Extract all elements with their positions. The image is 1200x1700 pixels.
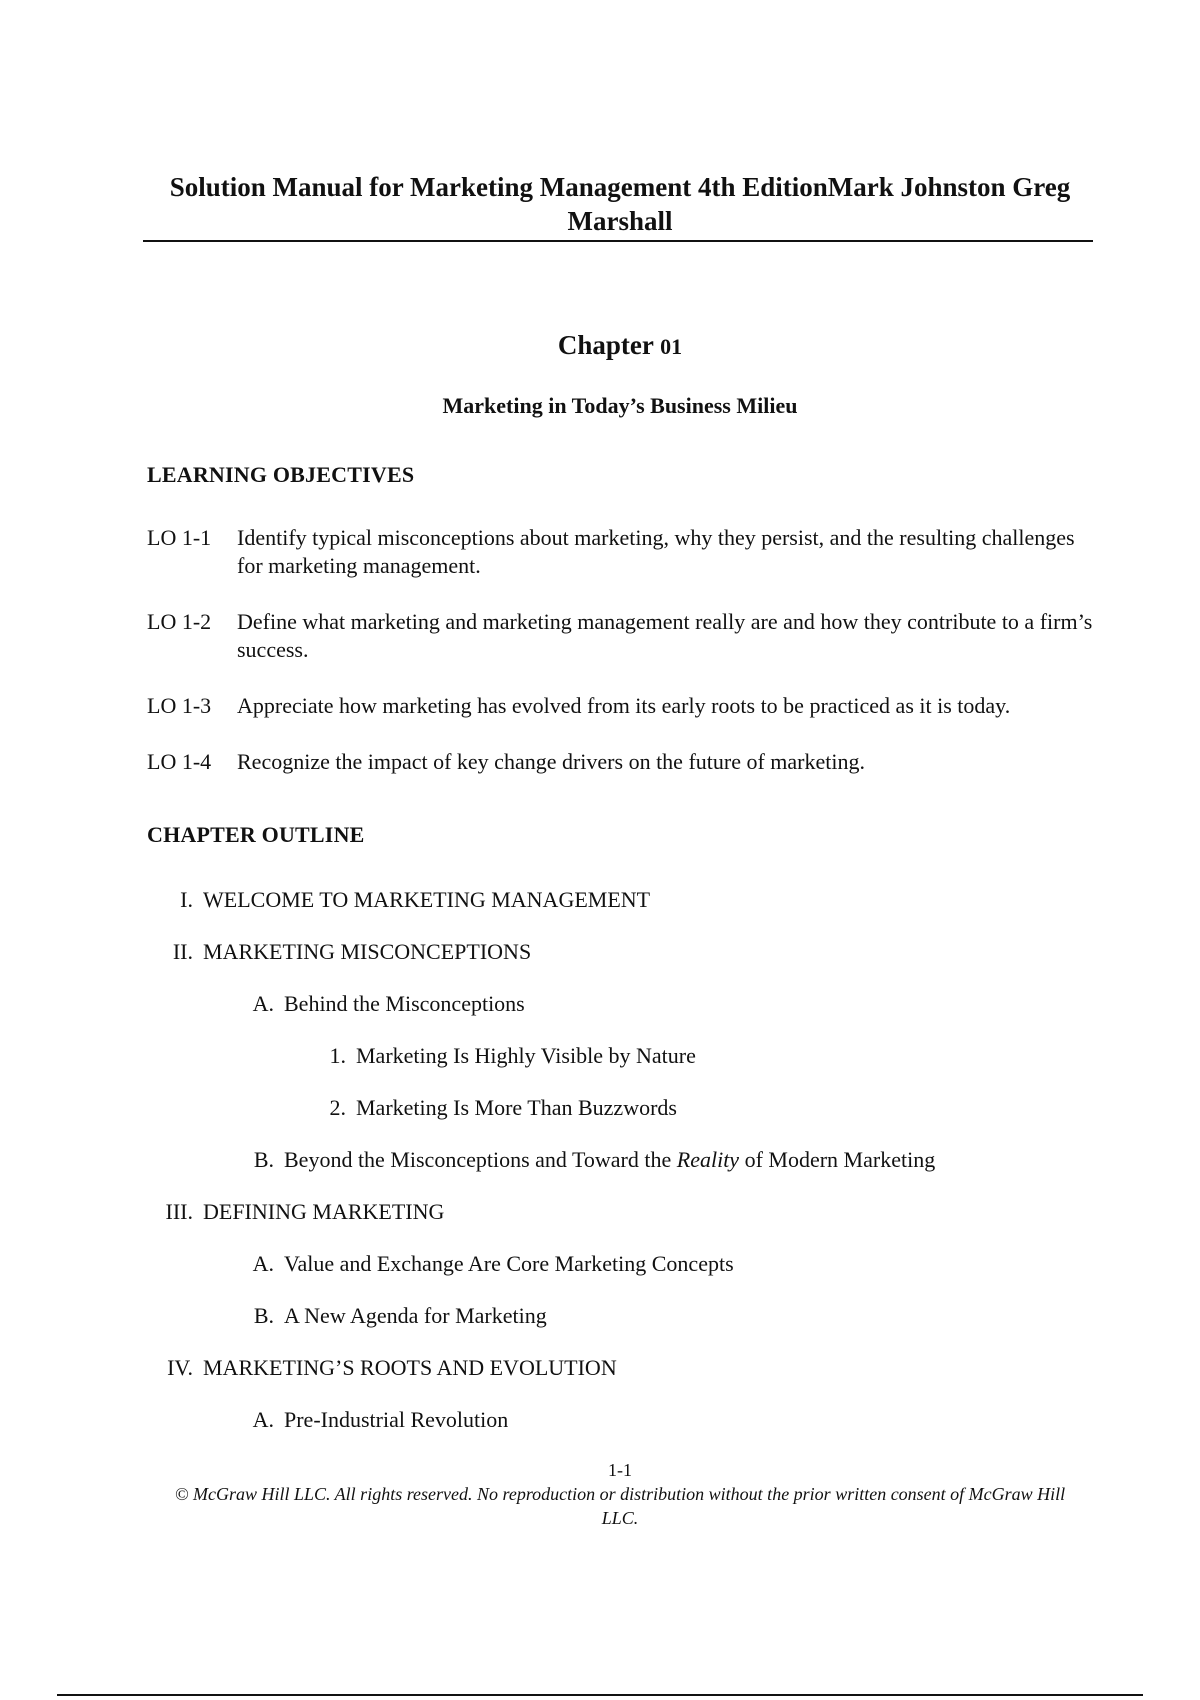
outline-marker: 1. xyxy=(329,1043,346,1068)
outline-marker: IV. xyxy=(167,1355,193,1380)
outline-marker: I. xyxy=(180,887,193,912)
outline-text-after: of Modern Marketing xyxy=(739,1147,936,1172)
outline-item xyxy=(248,1406,508,1434)
learning-objective-item xyxy=(147,692,1097,720)
outline-item xyxy=(248,1302,547,1330)
outline-item xyxy=(143,1198,444,1226)
outline-item xyxy=(320,1094,677,1122)
outline-marker: A. xyxy=(252,991,274,1016)
outline-text: Pre-Industrial Revolution xyxy=(284,1407,509,1432)
title-underline xyxy=(143,240,1093,242)
outline-item xyxy=(143,938,531,966)
outline-item xyxy=(248,1146,935,1174)
learning-objective-item xyxy=(147,524,1097,580)
copyright-notice: © McGraw Hill LLC. All rights reserved. No reproduction or distribution without the prior written consent of McGraw Hill LLC. xyxy=(174,1484,1066,1528)
outline-marker: A. xyxy=(252,1407,274,1432)
outline-text: Value and Exchange Are Core Marketing Concepts xyxy=(284,1251,734,1276)
outline-text: Marketing Is Highly Visible by Nature xyxy=(356,1043,696,1068)
learning-objective-item xyxy=(147,608,1097,664)
learning-objective-text: Appreciate how marketing has evolved from its early roots to be practiced as it is today. xyxy=(237,693,1011,718)
chapter-subtitle: Marketing in Today’s Business Milieu xyxy=(442,393,798,418)
outline-marker: 2. xyxy=(329,1095,346,1120)
chapter-number: 01 xyxy=(660,334,683,359)
outline-text: DEFINING MARKETING xyxy=(203,1199,445,1224)
learning-objective-text: Define what marketing and marketing management really are and how they contribute to a firm’s success. xyxy=(237,609,1093,662)
outline-text-emphasis: Reality xyxy=(676,1147,740,1172)
learning-objective-item xyxy=(147,748,1097,776)
outline-marker: B. xyxy=(253,1303,274,1328)
learning-objective-code: LO 1-3 xyxy=(147,693,212,718)
outline-item xyxy=(143,886,650,914)
page-number: 1-1 xyxy=(608,1460,632,1480)
learning-objectives-heading: LEARNING OBJECTIVES xyxy=(147,462,415,487)
outline-item xyxy=(143,1354,617,1382)
outline-text: MARKETING’S ROOTS AND EVOLUTION xyxy=(203,1355,617,1380)
chapter-label: Chapter xyxy=(557,330,654,360)
learning-objective-code: LO 1-4 xyxy=(147,749,212,774)
outline-item xyxy=(248,990,525,1018)
outline-text: MARKETING MISCONCEPTIONS xyxy=(203,939,532,964)
learning-objective-code: LO 1-1 xyxy=(147,525,212,550)
learning-objective-text: Recognize the impact of key change drivers on the future of marketing. xyxy=(237,749,865,774)
outline-text: Marketing Is More Than Buzzwords xyxy=(356,1095,677,1120)
outline-marker: III. xyxy=(165,1199,193,1224)
outline-text: A New Agenda for Marketing xyxy=(284,1303,547,1328)
learning-objective-text: Identify typical misconceptions about marketing, why they persist, and the resulting challenges for marketing management. xyxy=(237,525,1075,578)
outline-text: WELCOME TO MARKETING MANAGEMENT xyxy=(203,887,651,912)
chapter-outline-heading: CHAPTER OUTLINE xyxy=(147,822,365,847)
outline-text-before: Beyond the Misconceptions and Toward the xyxy=(284,1147,677,1172)
outline-marker: B. xyxy=(253,1147,274,1172)
document-title: Solution Manual for Marketing Management 4th EditionMark Johnston Greg Marshall xyxy=(169,172,1071,236)
outline-marker: A. xyxy=(252,1251,274,1276)
outline-item xyxy=(248,1250,734,1278)
chapter-heading xyxy=(140,330,1100,361)
outline-marker: II. xyxy=(172,939,193,964)
outline-text: Behind the Misconceptions xyxy=(284,991,525,1016)
learning-objective-code: LO 1-2 xyxy=(147,609,212,634)
page-bottom-rule xyxy=(57,1694,1143,1696)
outline-item xyxy=(320,1042,696,1070)
